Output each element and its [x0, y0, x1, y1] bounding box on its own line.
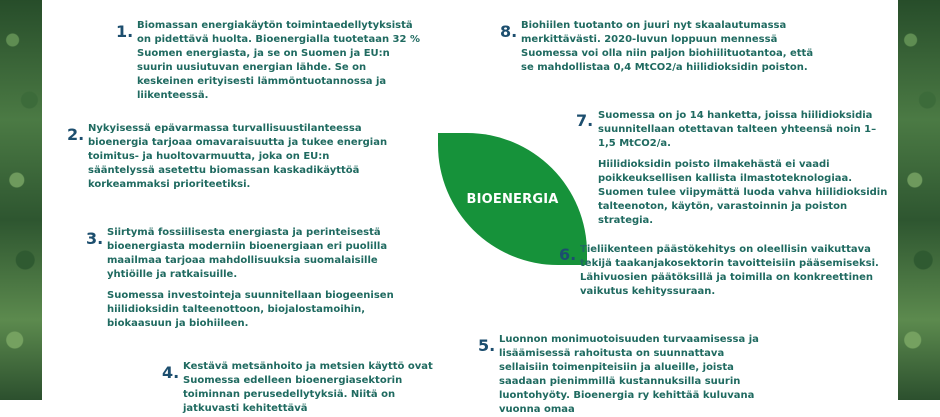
item-6-text: Tieliikenteen päästökehitys on oleellisin vaikuttava tekijä taakanjakosektorin tavoitteisiin pääsemiseksi. Lähivuosien päätöksillä ja toimilla on konkreettinen vaikutus kehityssuraan. — [580, 244, 879, 297]
item-6-number: 6. — [559, 245, 577, 264]
item-2-number: 2. — [67, 125, 85, 144]
item-5-text: Luonnon monimuotoisuuden turvaamisessa ja lisäämisessä rahoitusta on suunnattava sellaisiin toimenpiteisiin ja alueille, joista saadaan pienimmillä kustannuksilla suurin luontohyöty. Bioenergia ry kehittää kuluvana vuonna omaa — [499, 334, 759, 415]
item-7-number: 7. — [576, 111, 594, 130]
item-1-text: Biomassan energiakäytön toimintaedellytyksistä on pidettävä huolta. Bioenergialla tuotetaan 32 % Suomen energiasta, ja se on Suomen ja EU:n suurin uusiutuvan energian lähde. Se on keskeinen erityisesti lämmöntuotannossa ja liikenteessä. — [137, 20, 420, 101]
forest-background-right — [898, 0, 940, 400]
item-3 — [107, 226, 407, 331]
item-4-text: Kestävä metsänhoito ja metsien käyttö ovat Suomessa edelleen bioenergiasektorin toiminnan perusedellytyksiä. Niitä on jatkuvasti kehitettävä — [183, 361, 433, 414]
item-1 — [137, 19, 422, 103]
item-4-number: 4. — [162, 363, 180, 382]
item-5-number: 5. — [478, 336, 496, 355]
item-7 — [598, 109, 888, 228]
item-8-text: Biohiilen tuotanto on juuri nyt skaalautumassa merkittävästi. 2020-luvun loppuun mennessä Suomessa voi olla niin paljon biohiilituotantoa, että se mahdollistaa 0,4 MtCO2/a hiilidioksidin poiston. — [521, 20, 814, 73]
center-title: BIOENERGIA — [466, 191, 559, 207]
item-8 — [521, 19, 816, 75]
item-6 — [580, 243, 880, 299]
item-3-text-a: Siirtymä fossiilisesta energiasta ja perinteisestä bioenergiasta moderniin bioenergiaan eri puolilla maailmaa tarjoaa mahdollisuuksia suomalaisille yhtiöille ja ratkaisuille. — [107, 227, 388, 280]
item-2-text: Nykyisessä epävarmassa turvallisuustilanteessa bioenergia tarjoaa omavaraisuutta ja tukee energian toimitus- ja huoltovarmuutta, joka on EU:n sääntelyssä asetettu biomassan kaskadikäyttöä korkeammaksi prioriteetiksi. — [88, 123, 388, 190]
item-5 — [499, 333, 769, 417]
item-7-text-a: Suomessa on jo 14 hanketta, joissa hiilidioksidia suunnitellaan otettavan talteen yhteensä noin 1–1,5 MtCO2/a. — [598, 110, 877, 149]
item-2 — [88, 122, 393, 192]
forest-background-left — [0, 0, 42, 400]
item-8-number: 8. — [500, 22, 518, 41]
item-3-number: 3. — [86, 229, 104, 248]
item-1-number: 1. — [116, 22, 134, 41]
item-3-text-b: Suomessa investointeja suunnitellaan biogeenisen hiilidioksidin talteenottoon, biojalostamoihin, biokaasuun ja biohiileen. — [107, 290, 394, 329]
infographic-panel — [42, 0, 898, 415]
item-7-text-b: Hiilidioksidin poisto ilmakehästä ei vaadi poikkeuksellisen kallista ilmastoteknologiaa. Suomen tulee viipymättä luoda vahva hiilidioksidin talteenoton, käytön, varastoinnin ja poiston strategia. — [598, 159, 888, 226]
item-4 — [183, 360, 453, 416]
